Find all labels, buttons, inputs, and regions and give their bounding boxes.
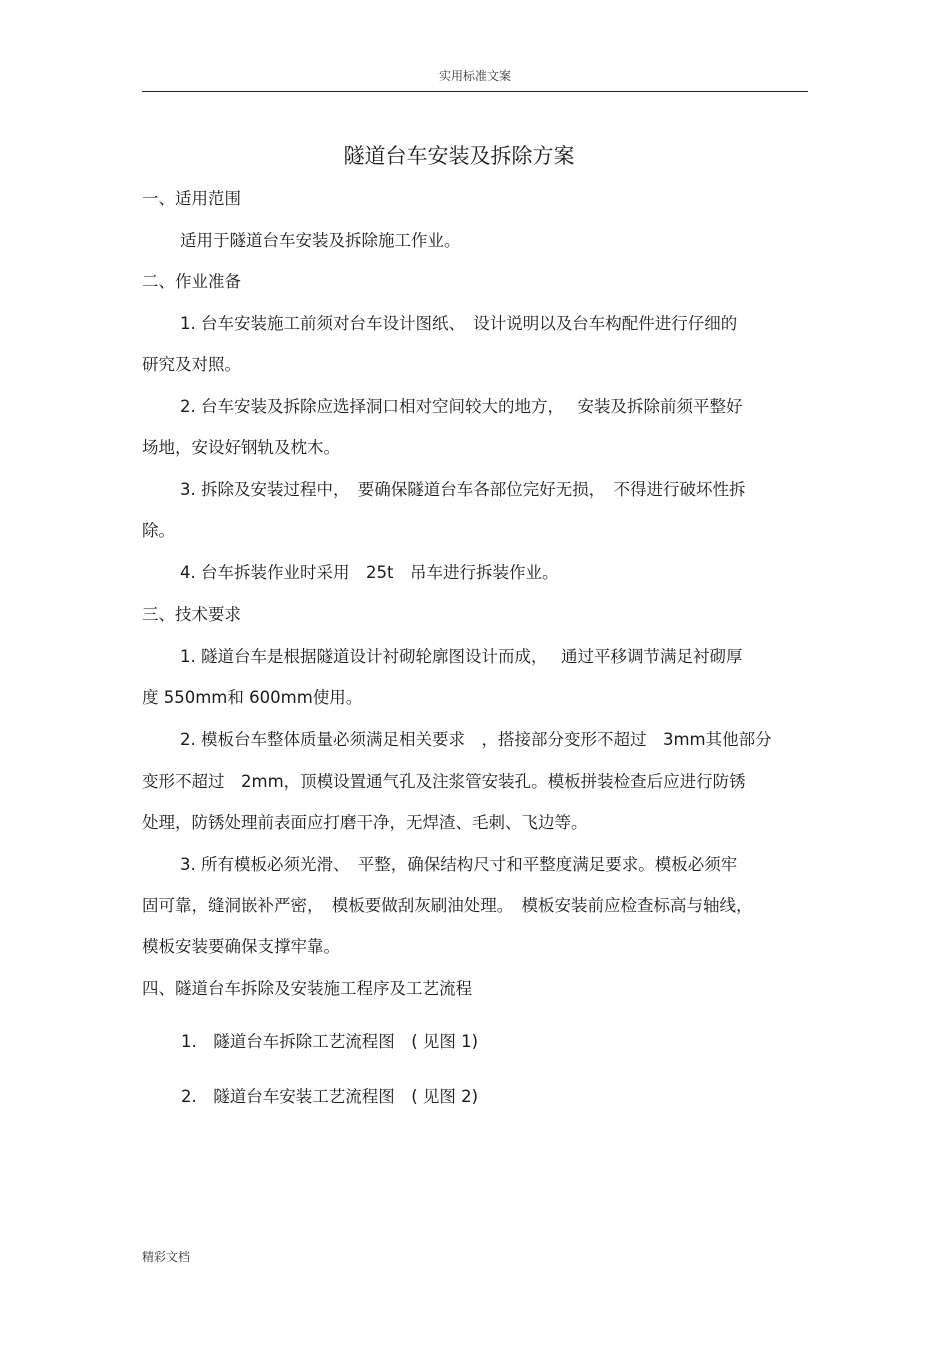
- paragraph-line: 度 550mm和 600mm使用。: [142, 688, 363, 707]
- page-footer: 精彩文档: [142, 1250, 191, 1264]
- paragraph-line: 研究及对照。: [142, 355, 241, 374]
- paragraph-line: 适用于隧道台车安装及拆除施工作业。: [180, 231, 461, 250]
- paragraph-line: 3. 所有模板必须光滑、 平整，确保结构尺寸和平整度满足要求。模板必须牢: [180, 855, 738, 874]
- paragraph-line: 1. 隧道台车是根据隧道设计衬砌轮廓图设计而成， 通过平移调节满足衬砌厚: [180, 647, 743, 666]
- header-text: 实用标准文案: [438, 69, 511, 83]
- section-heading-4: 四、隧道台车拆除及安装施工程序及工艺流程: [142, 979, 472, 998]
- paragraph-line: 变形不超过 2mm，顶模设置通气孔及注浆管安装孔。模板拼装检查后应进行防锈: [142, 772, 746, 791]
- flowchart-item-1: 1. 隧道台车拆除工艺流程图 ( 见图 1): [181, 1032, 479, 1051]
- paragraph-line: 2. 模板台车整体质量必须满足相关要求 ，搭接部分变形不超过 3mm其他部分: [180, 730, 772, 749]
- paragraph-line: 固可靠，缝洞嵌补严密， 模板要做刮灰刷油处理。 模板安装前应检查标高与轴线，: [142, 896, 753, 915]
- paragraph-line: 2. 台车安装及拆除应选择洞口相对空间较大的地方， 安装及拆除前须平整好: [180, 397, 743, 416]
- flowchart-item-2: 2. 隧道台车安装工艺流程图 ( 见图 2): [181, 1087, 479, 1106]
- section-heading-2: 二、作业准备: [142, 272, 241, 291]
- paragraph-line: 场地，安设好钢轨及枕木。: [142, 438, 340, 457]
- document-title: 隧道台车安装及拆除方案: [343, 144, 575, 168]
- paragraph-line: 模板安装要确保支撑牢靠。: [142, 937, 340, 956]
- header-divider: [142, 91, 808, 92]
- paragraph-line: 4. 台车拆装作业时采用 25t 吊车进行拆装作业。: [180, 563, 559, 582]
- paragraph-line: 1. 台车安装施工前须对台车设计图纸、 设计说明以及台车构配件进行仔细的: [180, 314, 738, 333]
- section-heading-1: 一、适用范围: [142, 189, 241, 208]
- section-heading-3: 三、技术要求: [142, 605, 241, 624]
- paragraph-line: 处理，防锈处理前表面应打磨干净，无焊渣、毛刺、飞边等。: [142, 813, 588, 832]
- paragraph-line: 3. 拆除及安装过程中， 要确保隧道台车各部位完好无损， 不得进行破坏性拆: [180, 480, 746, 499]
- paragraph-line: 除。: [142, 521, 175, 540]
